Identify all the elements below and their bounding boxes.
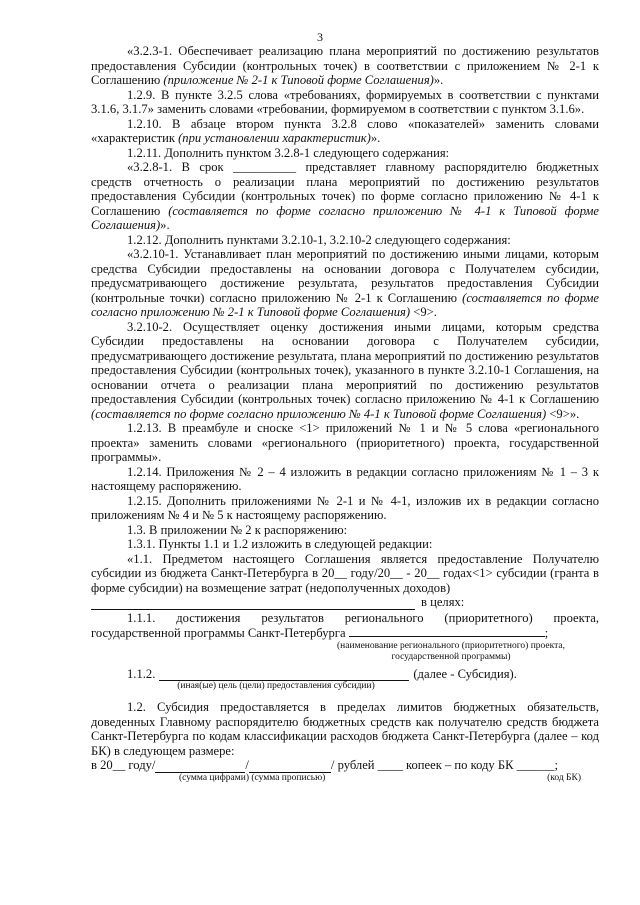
- paragraph-text: 1.2.12. Дополнить пунктами 3.2.10-1, 3.2.10-2 следующего содержания:: [127, 232, 511, 247]
- paragraph-text: «3.2.8-1. В срок __________ представляет главному распорядителю бюджетных средств отчетность о реализации плана мероприятий по достижению результатов предоставления Субсидии (контрольных точек) по форме согласно приложению № 4-1 к Соглашению: [91, 160, 599, 218]
- paragraph-1-2: 1.2. Субсидия предоставляется в пределах лимитов бюджетных обязательств, доведенных Главному распорядителю бюджетных средств как получателю средств бюджета Санкт-Петербурга по кодам классификации расходов бюджета Санкт-Петербурга (далее – код БК) в следующем размере:: [91, 700, 599, 758]
- caption-sum: (сумма цифрами) (сумма прописью): [179, 772, 326, 783]
- paragraph-text: 1.2.11. Дополнить пунктом 3.2.8-1 следующего содержания:: [127, 145, 450, 160]
- sum-line-a: в 20__ году/: [91, 758, 156, 772]
- paragraph-tail: ».: [160, 218, 170, 232]
- blank-line: [155, 761, 245, 773]
- p111-end: ;: [544, 626, 549, 640]
- paragraph-tail: <9>.: [410, 305, 437, 319]
- paragraph-tail: <9>».: [546, 406, 580, 421]
- sum-captions: [91, 773, 599, 784]
- blank-line: [159, 669, 409, 681]
- paragraph-tail: ».: [370, 131, 381, 145]
- paragraph: [91, 552, 599, 596]
- paragraph-text: «3.2.3-1. Обеспечивает реализацию плана мероприятий по достижению результатов предоставления Субсидии (контрольных точек) в соответствии с приложением № 2-1 к Соглашению: [91, 44, 599, 87]
- paragraph: [91, 247, 599, 320]
- sum-line-c: / рублей ____ копеек – по коду БК ______;: [330, 758, 558, 772]
- goals-label: в целях:: [421, 595, 465, 609]
- paragraph-tail: ».: [433, 73, 444, 87]
- paragraph-italic: (составляется по форме согласно приложению № 4-1 к Типовой форме Соглашения): [91, 406, 547, 421]
- paragraph: [91, 233, 599, 248]
- document-body: [91, 44, 599, 784]
- paragraph-text: 1.2.15. Дополнить приложениями № 2-1 и № 4-1, изложив их в редакции согласно приложениям № 4 и № 5 к настоящему распоряжению.: [91, 493, 599, 522]
- page-number: 3: [317, 30, 323, 44]
- paragraph: [91, 320, 599, 422]
- paragraph-text: 1.3. В приложении № 2 к распоряжению:: [127, 522, 348, 537]
- goals-line: [91, 595, 599, 610]
- caption-bk: (код БК): [547, 772, 581, 783]
- caption-goal: (иная(ые) цель (цели) предоставления субсидии): [177, 681, 375, 691]
- paragraph: [91, 537, 599, 552]
- p112-label: 1.1.2.: [127, 666, 156, 681]
- paragraph-text: 1.2.13. В преамбуле и сноске <1> приложений № 1 и № 5 слова «регионального проекта» заменить словами «регионального (приоритетного) проекта, государственной программы».: [91, 421, 599, 464]
- blank-line: [349, 625, 545, 637]
- paragraph: [91, 421, 599, 465]
- paragraph-text: «3.2.10-1. Устанавливает план мероприятий по достижению иными лицами, которым средства Субсидии предоставлены на основании договора с Получателем субсидии, предусматривающего достижение результата, результатов предоставления Субсидии (контрольные точки) согласно приложению № 2-1 к Соглашению: [91, 247, 599, 305]
- paragraph-1-1-1: [91, 611, 599, 641]
- paragraph: [91, 88, 599, 117]
- paragraph: [91, 523, 599, 538]
- caption-project: (наименование регионального (приоритетного) проекта, государственной программы): [337, 640, 565, 662]
- paragraph-italic: (составляется по форме согласно приложению № 4-1 к Типовой форме Соглашения): [91, 203, 599, 232]
- paragraph-text: 3.2.10-2. Осуществляет оценку достижения иными лицами, которым средства Субсидии предоставлены на основании договора с Получателем субсидии, предусматривающего достижение результата, плана мероприятий по достижению результатов предоставления Субсидии (контрольных точек), указанного в пункте 3.2.10-1 Соглашения, на основании отчета о реализации плана мероприятий по достижению результатов предоставления Субсидии (контрольных точек) согласно приложению № 4-1 к Соглашению: [91, 319, 599, 406]
- p111-text: 1.1.1. достижения результатов регионального (приоритетного) проекта, государственной программы Санкт-Петербурга: [91, 610, 599, 640]
- p112-end: (далее - Субсидия).: [413, 666, 517, 681]
- paragraph: [91, 146, 599, 161]
- paragraph-italic: (при установлении характеристик): [178, 131, 371, 145]
- paragraph-text: «1.1. Предметом настоящего Соглашения является предоставление Получателю субсидии из бюджета Санкт-Петербурга в 20__ году/20__ - 20__ годах<1> субсидии (гранта в форме субсидии) на возмещение затрат (недополученных доходов): [91, 551, 599, 595]
- paragraph: [91, 117, 599, 146]
- blank-line: [249, 761, 331, 773]
- sum-line: [91, 758, 599, 773]
- paragraph: [91, 160, 599, 233]
- paragraph-text: 1.2.10. В абзаце втором пункта 3.2.8 слово «показателей» заменить словами «характеристик: [91, 116, 599, 145]
- paragraph-italic: (приложение № 2-1 к Типовой форме Соглашения): [163, 73, 434, 87]
- paragraph-text: 1.3.1. Пункты 1.1 и 1.2 изложить в следующей редакции:: [127, 537, 433, 551]
- paragraph-1-1-2: [91, 667, 599, 682]
- blank-line: [91, 598, 415, 610]
- paragraph: [91, 44, 599, 88]
- paragraph: [91, 465, 599, 494]
- paragraphs: [91, 44, 599, 595]
- paragraph-text: 1.2.14. Приложения № 2 – 4 изложить в редакции согласно приложениям № 1 – 3 к настоящему распоряжению.: [91, 464, 599, 493]
- paragraph: [91, 494, 599, 523]
- paragraph-text: 1.2.9. В пункте 3.2.5 слова «требованиях, формируемых в соответствии с пунктами 3.1.6, 3.1.7» заменить словами «требовании, формируемом в соответствии с пунктом 3.1.6».: [91, 87, 599, 116]
- paragraph-italic: (составляется по форме согласно приложению № 2-1 к Типовой форме Соглашения): [91, 290, 599, 319]
- sum-line-b: /: [245, 758, 249, 772]
